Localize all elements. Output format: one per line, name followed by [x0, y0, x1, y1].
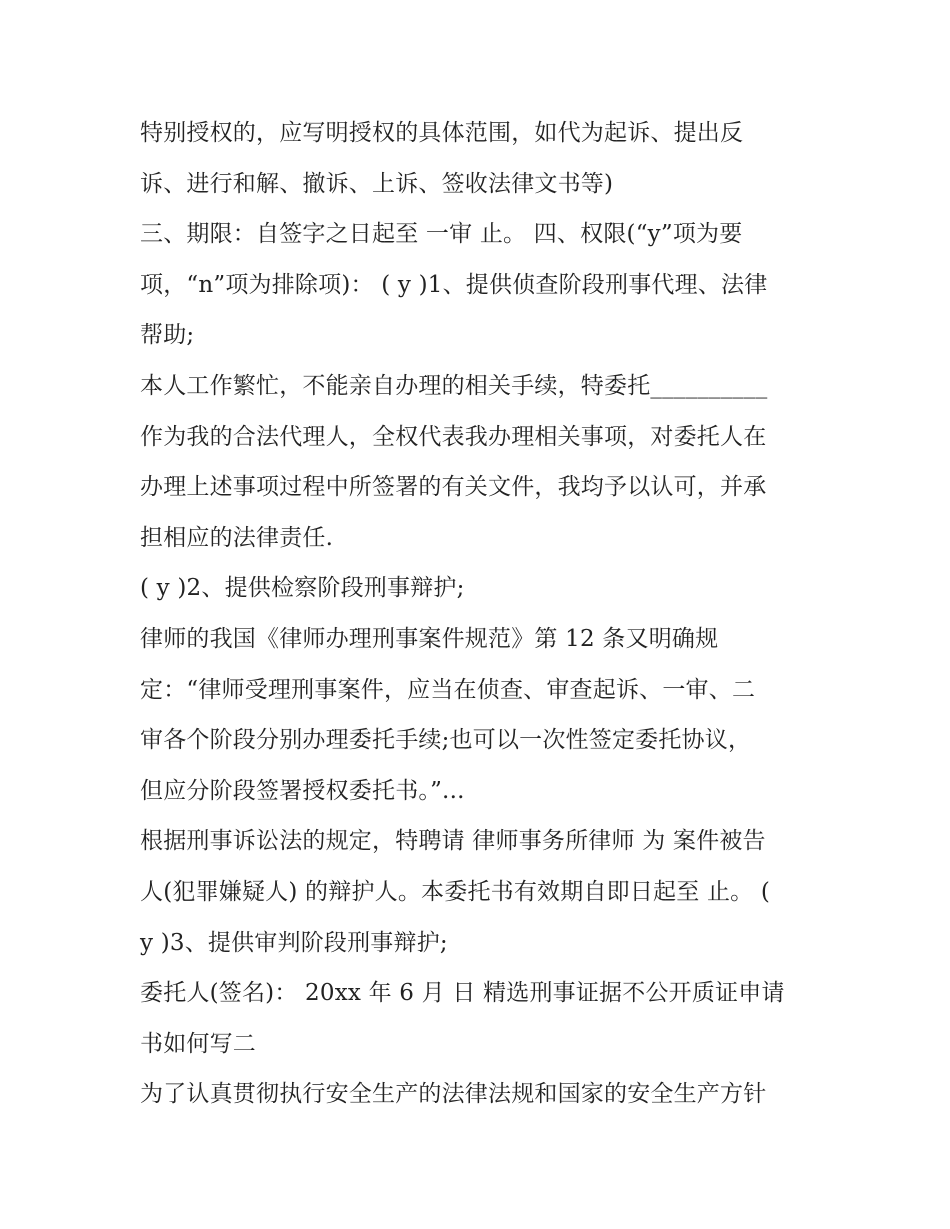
- text-line: 特别授权的，应写明授权的具体范围，如代为起诉、提出反: [140, 120, 744, 146]
- text-line: 审各个阶段分别办理委托手续;也可以一次性签定委托协议，: [140, 727, 752, 754]
- text-line: 为了认真贯彻执行安全生产的法律法规和国家的安全生产方针: [140, 1081, 767, 1108]
- text-line: 人(犯罪嫌疑人) 的辩护人。本委托书有效期自即日起至 止。 (: [140, 878, 771, 905]
- text-line: ( y )2、提供检察阶段刑事辩护;: [140, 575, 465, 602]
- text-line: 委托人(签名)： 20xx 年 6 月 日 精选刑事证据不公开质证申请: [140, 980, 785, 1007]
- text-line: 定：“律师受理刑事案件，应当在侦查、审查起诉、一审、二: [140, 676, 756, 703]
- document-body: [140, 108, 820, 1120]
- text-line: 诉、进行和解、撤诉、上诉、签收法律文书等): [140, 170, 614, 197]
- text-line: y )3、提供审判阶段刑事辩护;: [140, 929, 448, 956]
- text-line: 三、期限：自签字之日起至 一审 止。 四、权限(“y”项为要: [140, 221, 743, 248]
- text-line: 根据刑事诉讼法的规定，特聘请 律师事务所律师 为 案件被告: [140, 828, 766, 855]
- text-line: 项，“n”项为排除项)： ( y )1、提供侦查阶段刑事代理、法律: [140, 271, 768, 298]
- text-line: 但应分阶段签署授权委托书。”...: [140, 777, 465, 804]
- text-line: 担相应的法律责任.: [140, 524, 334, 551]
- text-line: 律师的我国《律师办理刑事案件规范》第 12 条又明确规: [140, 625, 719, 652]
- text-line: 书如何写二: [140, 1030, 256, 1057]
- text-line: 帮助;: [140, 322, 195, 349]
- text-line: 办理上述事项过程中所签署的有关文件，我均予以认可，并承: [140, 474, 767, 501]
- text-line: 作为我的合法代理人，全权代表我办理相关事项，对委托人在: [140, 423, 767, 450]
- text-line: 本人工作繁忙，不能亲自办理的相关手续，特委托__________: [140, 372, 768, 399]
